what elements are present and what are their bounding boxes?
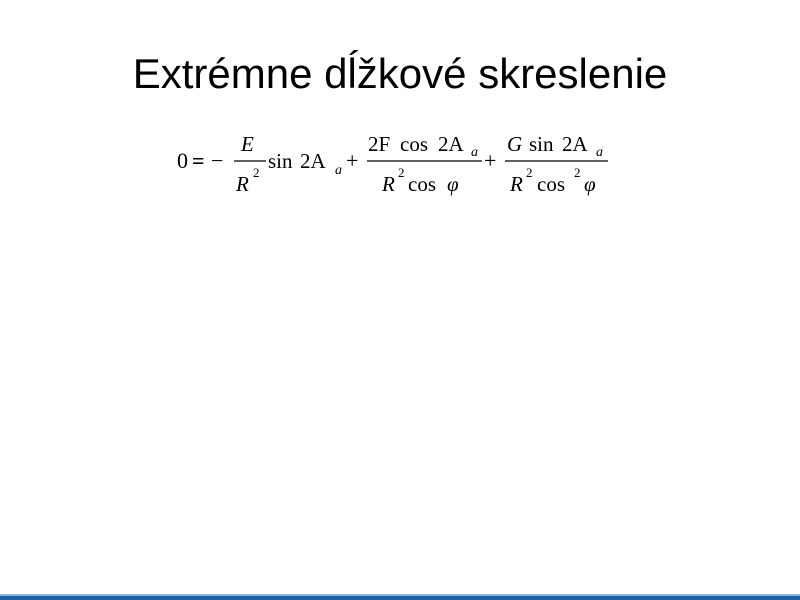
equation: [0, 124, 800, 204]
term2-den-arg: φ: [447, 172, 459, 196]
term3-den-base: R: [510, 172, 523, 196]
term1-arg: 2A: [300, 149, 326, 173]
footer-line-dark: [0, 596, 800, 600]
eq-lhs: 0: [177, 148, 188, 173]
slide-title: Extrémne dĺžkové skreslenie: [132, 50, 668, 97]
term3-den-exp: 2: [526, 165, 533, 180]
term1-den-base: R: [236, 172, 249, 196]
term3-num-arg: 2A: [562, 132, 588, 156]
term3-num-sub: a: [596, 145, 603, 160]
term2-den-exp: 2: [398, 165, 405, 180]
term2-den-func: cos: [408, 172, 436, 196]
term1-sub: a: [335, 163, 342, 178]
eq-plus-1: +: [346, 148, 359, 173]
eq-equals: =: [192, 148, 205, 173]
term3-num-func: sin: [529, 132, 554, 156]
term3-den-arg: φ: [584, 172, 596, 196]
eq-plus-2: +: [484, 148, 497, 173]
term1-den-exp: 2: [253, 165, 260, 180]
term1-func: sin: [268, 149, 293, 173]
term2-num-arg: 2A: [438, 132, 464, 156]
equation-svg: [0, 124, 800, 204]
term1-numerator: E: [241, 132, 254, 156]
eq-minus: −: [211, 148, 224, 173]
term2-num-coef: 2F: [368, 132, 391, 156]
term2-num-func: cos: [400, 132, 428, 156]
term3-den-func: cos: [537, 172, 565, 196]
term3-den-func-exp: 2: [574, 165, 581, 180]
term2-den-base: R: [382, 172, 395, 196]
term2-num-sub: a: [471, 145, 478, 160]
term3-num-var: G: [507, 132, 523, 156]
